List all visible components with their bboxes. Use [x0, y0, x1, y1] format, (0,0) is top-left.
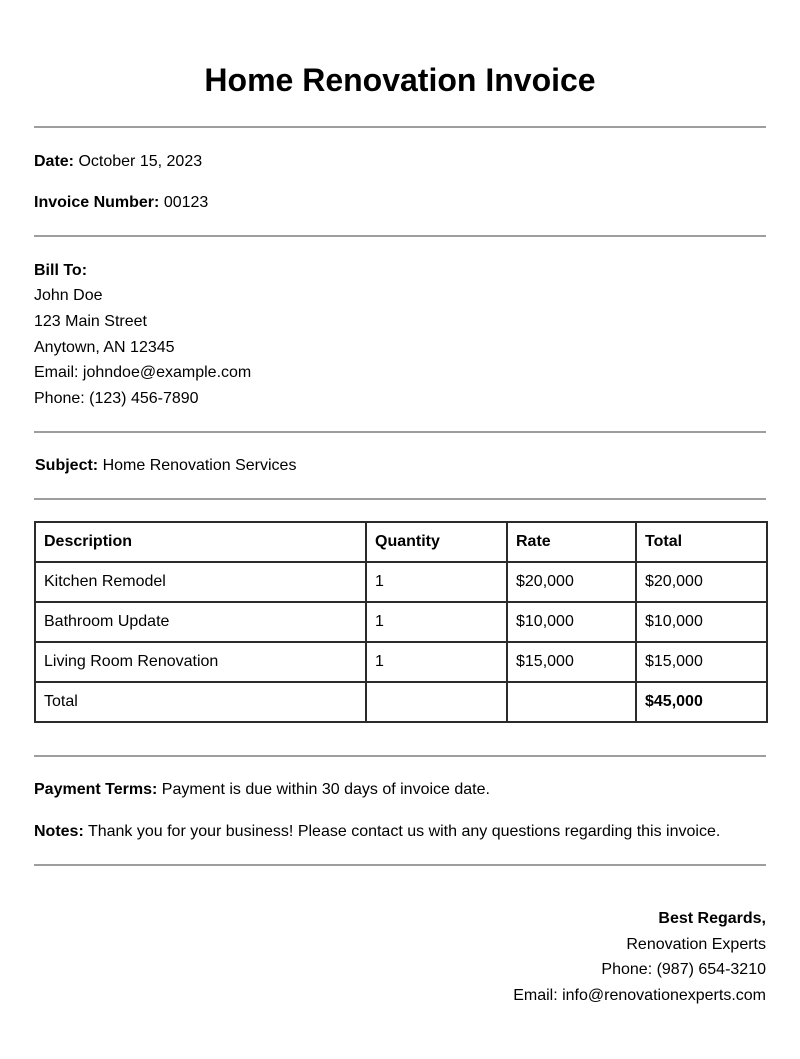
bill-to-street: 123 Main Street [34, 313, 147, 330]
divider [34, 498, 766, 500]
cell-description: Living Room Renovation [35, 642, 366, 682]
cell-total: $20,000 [636, 562, 767, 602]
bill-to-heading: Bill To: [34, 262, 88, 279]
signoff-company: Renovation Experts [626, 936, 766, 953]
table-row [35, 562, 767, 602]
bill-to-phone: Phone: (123) 456-7890 [34, 390, 199, 407]
payment-terms-value: Payment is due within 30 days of invoice date. [161, 781, 490, 798]
subject-label: Subject: [35, 457, 99, 474]
cell-rate: $10,000 [507, 602, 636, 642]
column-header-quantity: Quantity [366, 522, 507, 562]
invoice-number-label: Invoice Number: [34, 194, 160, 211]
cell-description: Bathroom Update [35, 602, 366, 642]
notes-value: Thank you for your business! Please contact us with any questions regarding this invoice. [87, 823, 721, 840]
subject [35, 456, 296, 476]
total-quantity-empty [366, 682, 507, 722]
table-total-row [35, 682, 767, 722]
notes-label: Notes: [34, 823, 84, 840]
cell-quantity: 1 [366, 562, 507, 602]
bill-to-label [34, 261, 87, 281]
invoice-date [34, 152, 202, 172]
bill-to-email: Email: johndoe@example.com [34, 364, 252, 381]
invoice-items-table [34, 521, 768, 723]
total-rate-empty [507, 682, 636, 722]
total-label: Total [35, 682, 366, 722]
cell-total: $15,000 [636, 642, 767, 682]
column-header-description: Description [35, 522, 366, 562]
invoice-number [34, 193, 208, 213]
date-label: Date: [34, 153, 75, 170]
cell-description: Kitchen Remodel [35, 562, 366, 602]
divider [34, 126, 766, 128]
cell-quantity: 1 [366, 602, 507, 642]
column-header-rate: Rate [507, 522, 636, 562]
invoice-number-value: 00123 [163, 194, 209, 211]
table-header-row [35, 522, 767, 562]
grand-total: $45,000 [636, 682, 767, 722]
cell-total: $10,000 [636, 602, 767, 642]
cell-rate: $15,000 [507, 642, 636, 682]
signoff-email: Email: info@renovationexperts.com [513, 987, 766, 1004]
date-value: October 15, 2023 [78, 153, 203, 170]
bill-to-name: John Doe [34, 287, 103, 304]
payment-terms [34, 780, 490, 800]
cell-rate: $20,000 [507, 562, 636, 602]
table-row [35, 642, 767, 682]
signoff-phone: Phone: (987) 654-3210 [601, 961, 766, 978]
table-row [35, 602, 767, 642]
invoice-title: Home Renovation Invoice [204, 62, 596, 98]
divider [34, 755, 766, 757]
divider [34, 864, 766, 866]
notes [34, 822, 720, 842]
divider [34, 235, 766, 237]
closing-text: Best Regards, [658, 910, 766, 927]
column-header-total: Total [636, 522, 767, 562]
divider [34, 431, 766, 433]
bill-to-city: Anytown, AN 12345 [34, 339, 175, 356]
cell-quantity: 1 [366, 642, 507, 682]
payment-terms-label: Payment Terms: [34, 781, 158, 798]
signoff-closing [658, 909, 766, 929]
subject-value: Home Renovation Services [102, 457, 297, 474]
